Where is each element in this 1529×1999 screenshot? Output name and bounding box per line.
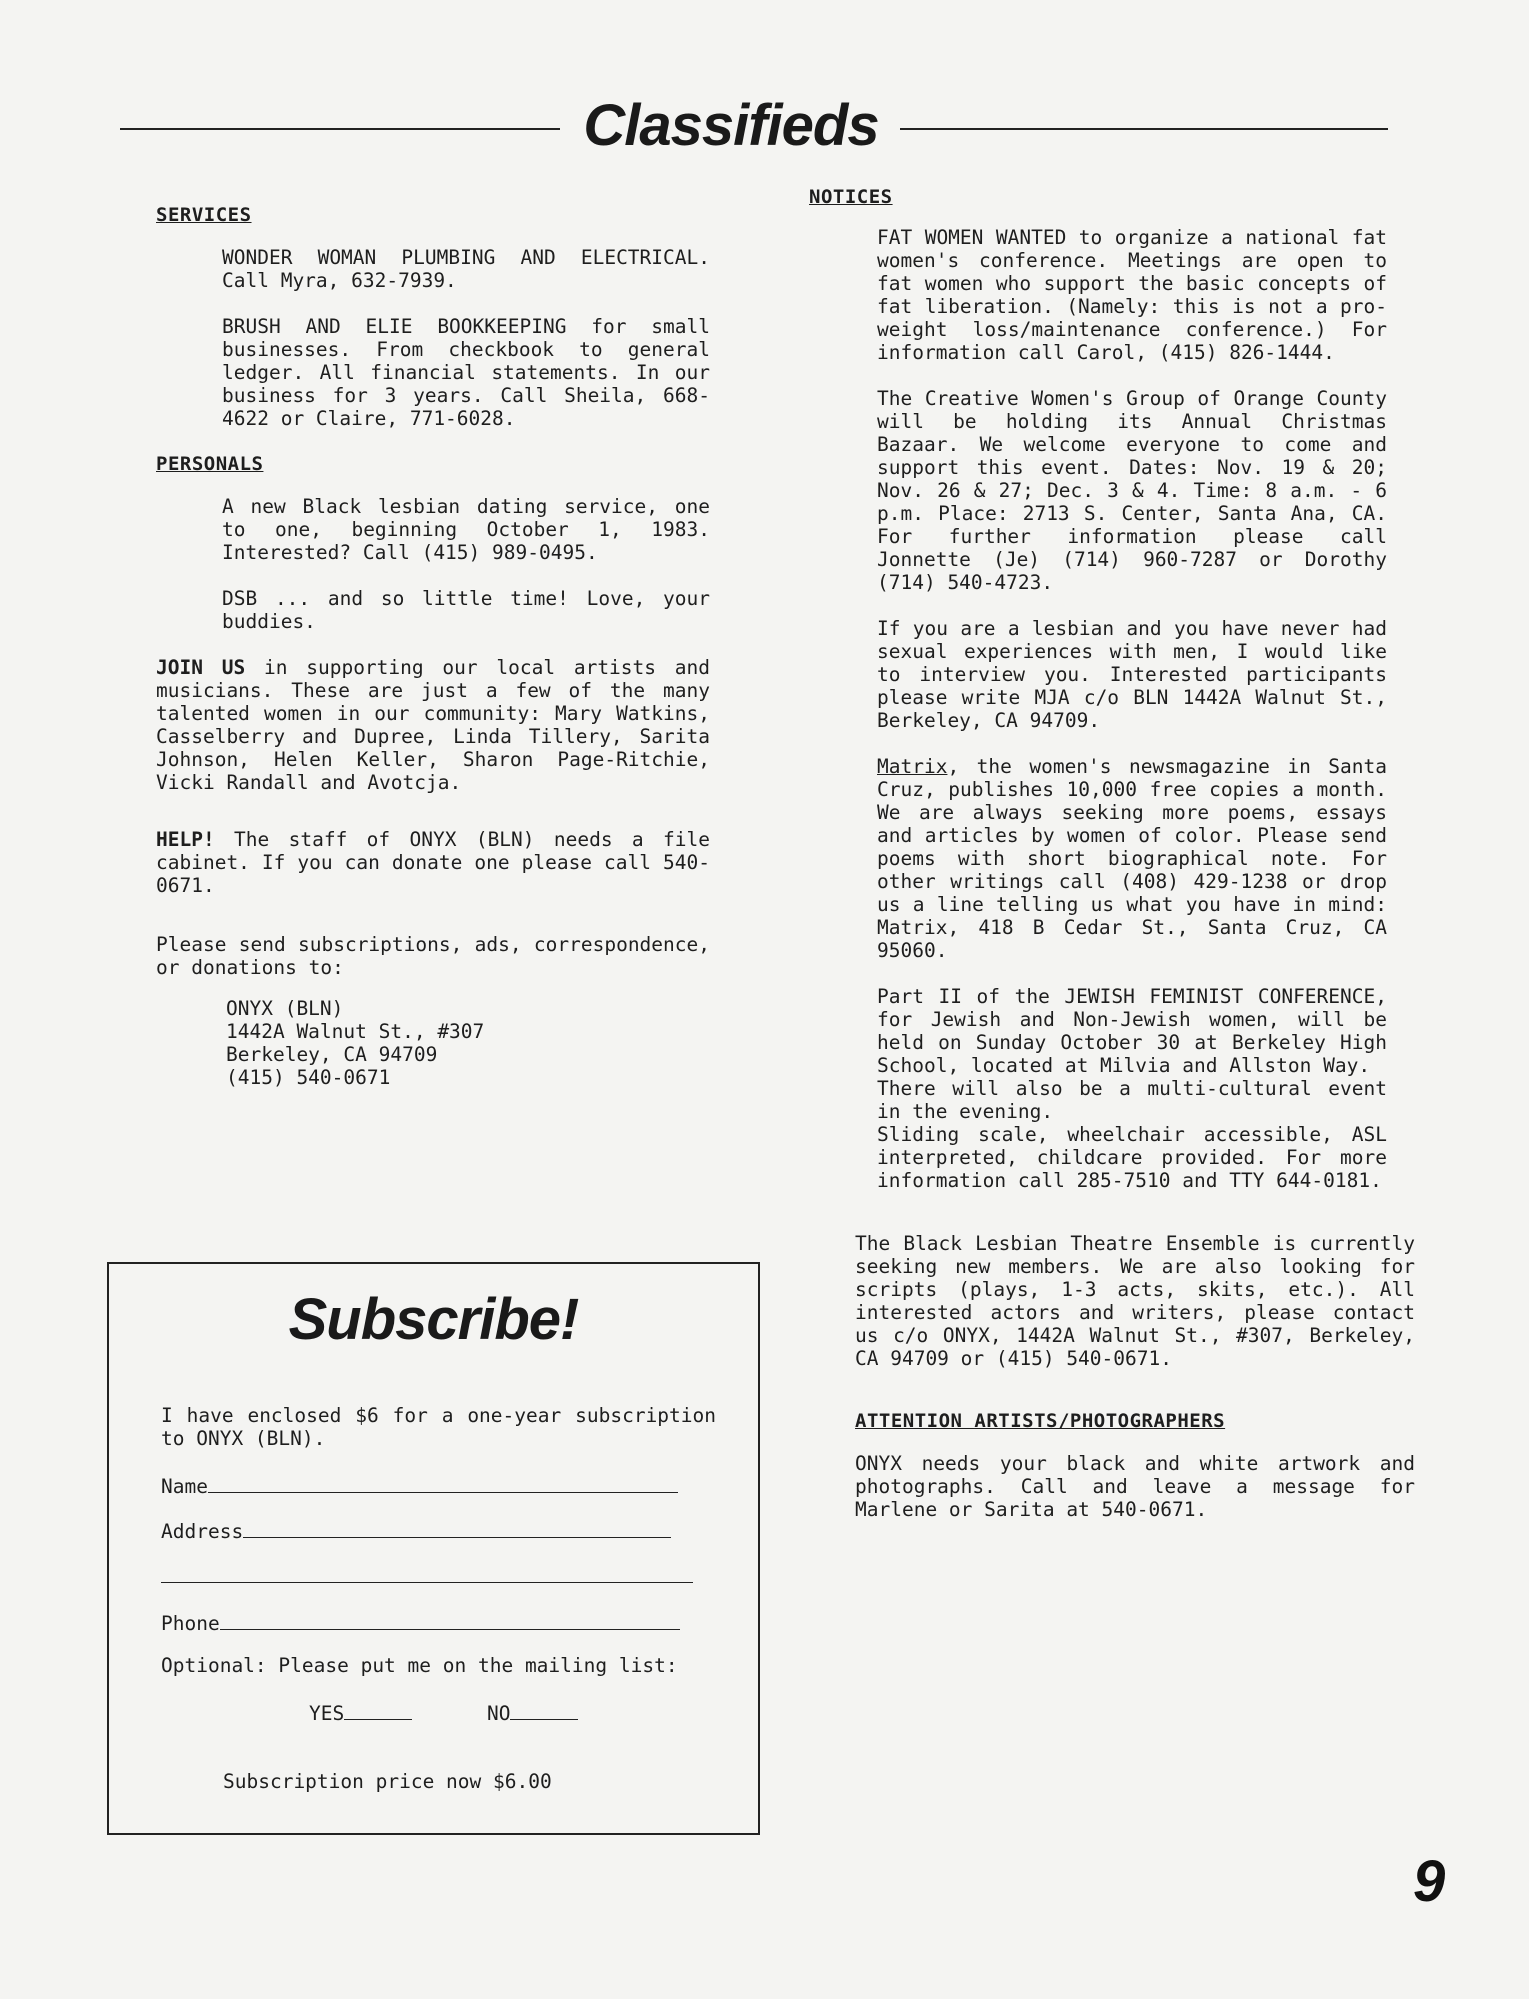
jewish-conference-notice: There will also be a multi-cultural event in the evening. xyxy=(877,1077,1387,1123)
jewish-conference-notice: Sliding scale, wheelchair accessible, ASL interpreted, childcare provided. For more information call 285-7510 and TTY 644-0181. xyxy=(877,1123,1387,1192)
no-input-line[interactable] xyxy=(510,1701,578,1720)
help-notice xyxy=(156,828,710,897)
address-field[interactable] xyxy=(161,1519,671,1543)
address-line: ONYX (BLN) xyxy=(226,997,344,1020)
left-column xyxy=(156,204,710,1089)
attention-heading: ATTENTION ARTISTS/PHOTOGRAPHERS xyxy=(855,1410,1226,1432)
yes-option[interactable] xyxy=(309,1701,412,1725)
services-item: BRUSH AND ELIE BOOKKEEPING for small businesses. From checkbook to general ledger. All financial statements. In our business for 3 years. Call Sheila, 668-4622 or Claire, 771-6028. xyxy=(222,315,710,430)
page-number: 9 xyxy=(1413,1849,1446,1914)
join-us-lead: JOIN US xyxy=(156,656,246,679)
matrix-title: Matrix xyxy=(877,755,948,778)
address-line: Berkeley, CA 94709 xyxy=(226,1043,438,1066)
phone-field[interactable] xyxy=(161,1611,680,1635)
yes-input-line[interactable] xyxy=(344,1701,412,1720)
no-option[interactable] xyxy=(487,1701,578,1725)
masthead xyxy=(120,93,1388,168)
help-lead: HELP! xyxy=(156,828,215,851)
help-text: The staff of ONYX (BLN) needs a file cabinet. If you can donate one please call 540-0671. xyxy=(156,828,710,897)
personals-item: DSB ... and so little time! Love, your buddies. xyxy=(222,587,710,633)
name-input-line[interactable] xyxy=(208,1474,678,1493)
send-to-text: Please send subscriptions, ads, correspondence, or donations to: xyxy=(156,933,710,979)
no-label: NO xyxy=(487,1702,511,1725)
address-label: Address xyxy=(161,1520,244,1543)
masthead-rule-right xyxy=(900,128,1388,130)
notice-item: FAT WOMEN WANTED to organize a national fat women's conference. Meetings are open to fat women who support the basic concepts of fat liberation. (Namely: this is not a pro-weight loss/maintenance conference.) For information call Carol, (415) 826-1444. xyxy=(877,226,1387,364)
join-us-notice xyxy=(156,656,710,794)
yes-label: YES xyxy=(309,1702,345,1725)
personals-item: A new Black lesbian dating service, one to one, beginning October 1, 1983. Interested? Call (415) 989-0495. xyxy=(222,495,710,564)
subscribe-text: I have enclosed $6 for a one-year subscription to ONYX (BLN). xyxy=(161,1404,716,1450)
matrix-text: , the women's newsmagazine in Santa Cruz, publishes 10,000 free copies a month. We are always seeking more poems, essays and articles by women of color. Please send poems with short biographical note. For other writings call (408) 429-1238 or drop us a line telling us what you have in mind: Matrix, 418 B Cedar St., Santa Cruz, CA 95060. xyxy=(877,755,1387,962)
join-us-text: in supporting our local artists and musicians. These are just a few of the many talented women in our community: Mary Watkins, Casselberry and Dupree, Linda Tillery, Sarita Johnson, Helen Keller, Sharon Page-Ritchie, Vicki Randall and Avotcja. xyxy=(156,656,711,794)
name-label: Name xyxy=(161,1475,208,1498)
subscription-price: Subscription price now $6.00 xyxy=(223,1770,552,1793)
theatre-notice: The Black Lesbian Theatre Ensemble is currently seeking new members. We are also looking for scripts (plays, 1-3 acts, skits, etc.). All interested actors and writers, please contact us c/o ONYX, 1442A Walnut St., #307, Berkeley, CA 94709 or (415) 540-0671. xyxy=(855,1232,1415,1370)
phone-input-line[interactable] xyxy=(220,1611,680,1630)
personals-heading: PERSONALS xyxy=(156,453,264,475)
address-line: (415) 540-0671 xyxy=(226,1066,391,1089)
subscribe-form-box xyxy=(107,1262,760,1835)
jewish-conference-notice: Part II of the JEWISH FEMINIST CONFERENCE, for Jewish and Non-Jewish women, will be held on Sunday October 30 at Berkeley High School, located at Milvia and Allston Way. xyxy=(877,985,1387,1077)
subscribe-title: Subscribe! xyxy=(288,1287,579,1352)
matrix-notice xyxy=(877,755,1387,962)
name-field[interactable] xyxy=(161,1474,678,1498)
address-input-line-2[interactable] xyxy=(161,1582,693,1583)
page-title: Classifieds xyxy=(583,93,879,158)
services-item: WONDER WOMAN PLUMBING AND ELECTRICAL. Call Myra, 632-7939. xyxy=(222,246,710,292)
mailing-address xyxy=(226,997,710,1089)
phone-label: Phone xyxy=(161,1612,220,1635)
notice-item: The Creative Women's Group of Orange County will be holding its Annual Christmas Bazaar. We welcome everyone to come and support this event. Dates: Nov. 19 & 20; Nov. 26 & 27; Dec. 3 & 4. Time: 8 a.m. - 6 p.m. Place: 2713 S. Center, Santa Ana, CA. For further information please call Jonnette (Je) (714) 960-7287 or Dorothy (714) 540-4723. xyxy=(877,387,1387,594)
right-column xyxy=(809,186,1415,1544)
attention-text: ONYX needs your black and white artwork and photographs. Call and leave a message for Marlene or Sarita at 540-0671. xyxy=(855,1452,1415,1521)
notices-heading: NOTICES xyxy=(809,186,893,208)
services-heading: SERVICES xyxy=(156,204,252,226)
address-line: 1442A Walnut St., #307 xyxy=(226,1020,485,1043)
masthead-rule-left xyxy=(120,128,560,130)
address-input-line[interactable] xyxy=(243,1519,671,1538)
notice-item: If you are a lesbian and you have never had sexual experiences with men, I would like to interview you. Interested participants please write MJA c/o BLN 1442A Walnut St., Berkeley, CA 94709. xyxy=(877,617,1387,732)
mailing-list-text: Optional: Please put me on the mailing list: xyxy=(161,1654,678,1677)
